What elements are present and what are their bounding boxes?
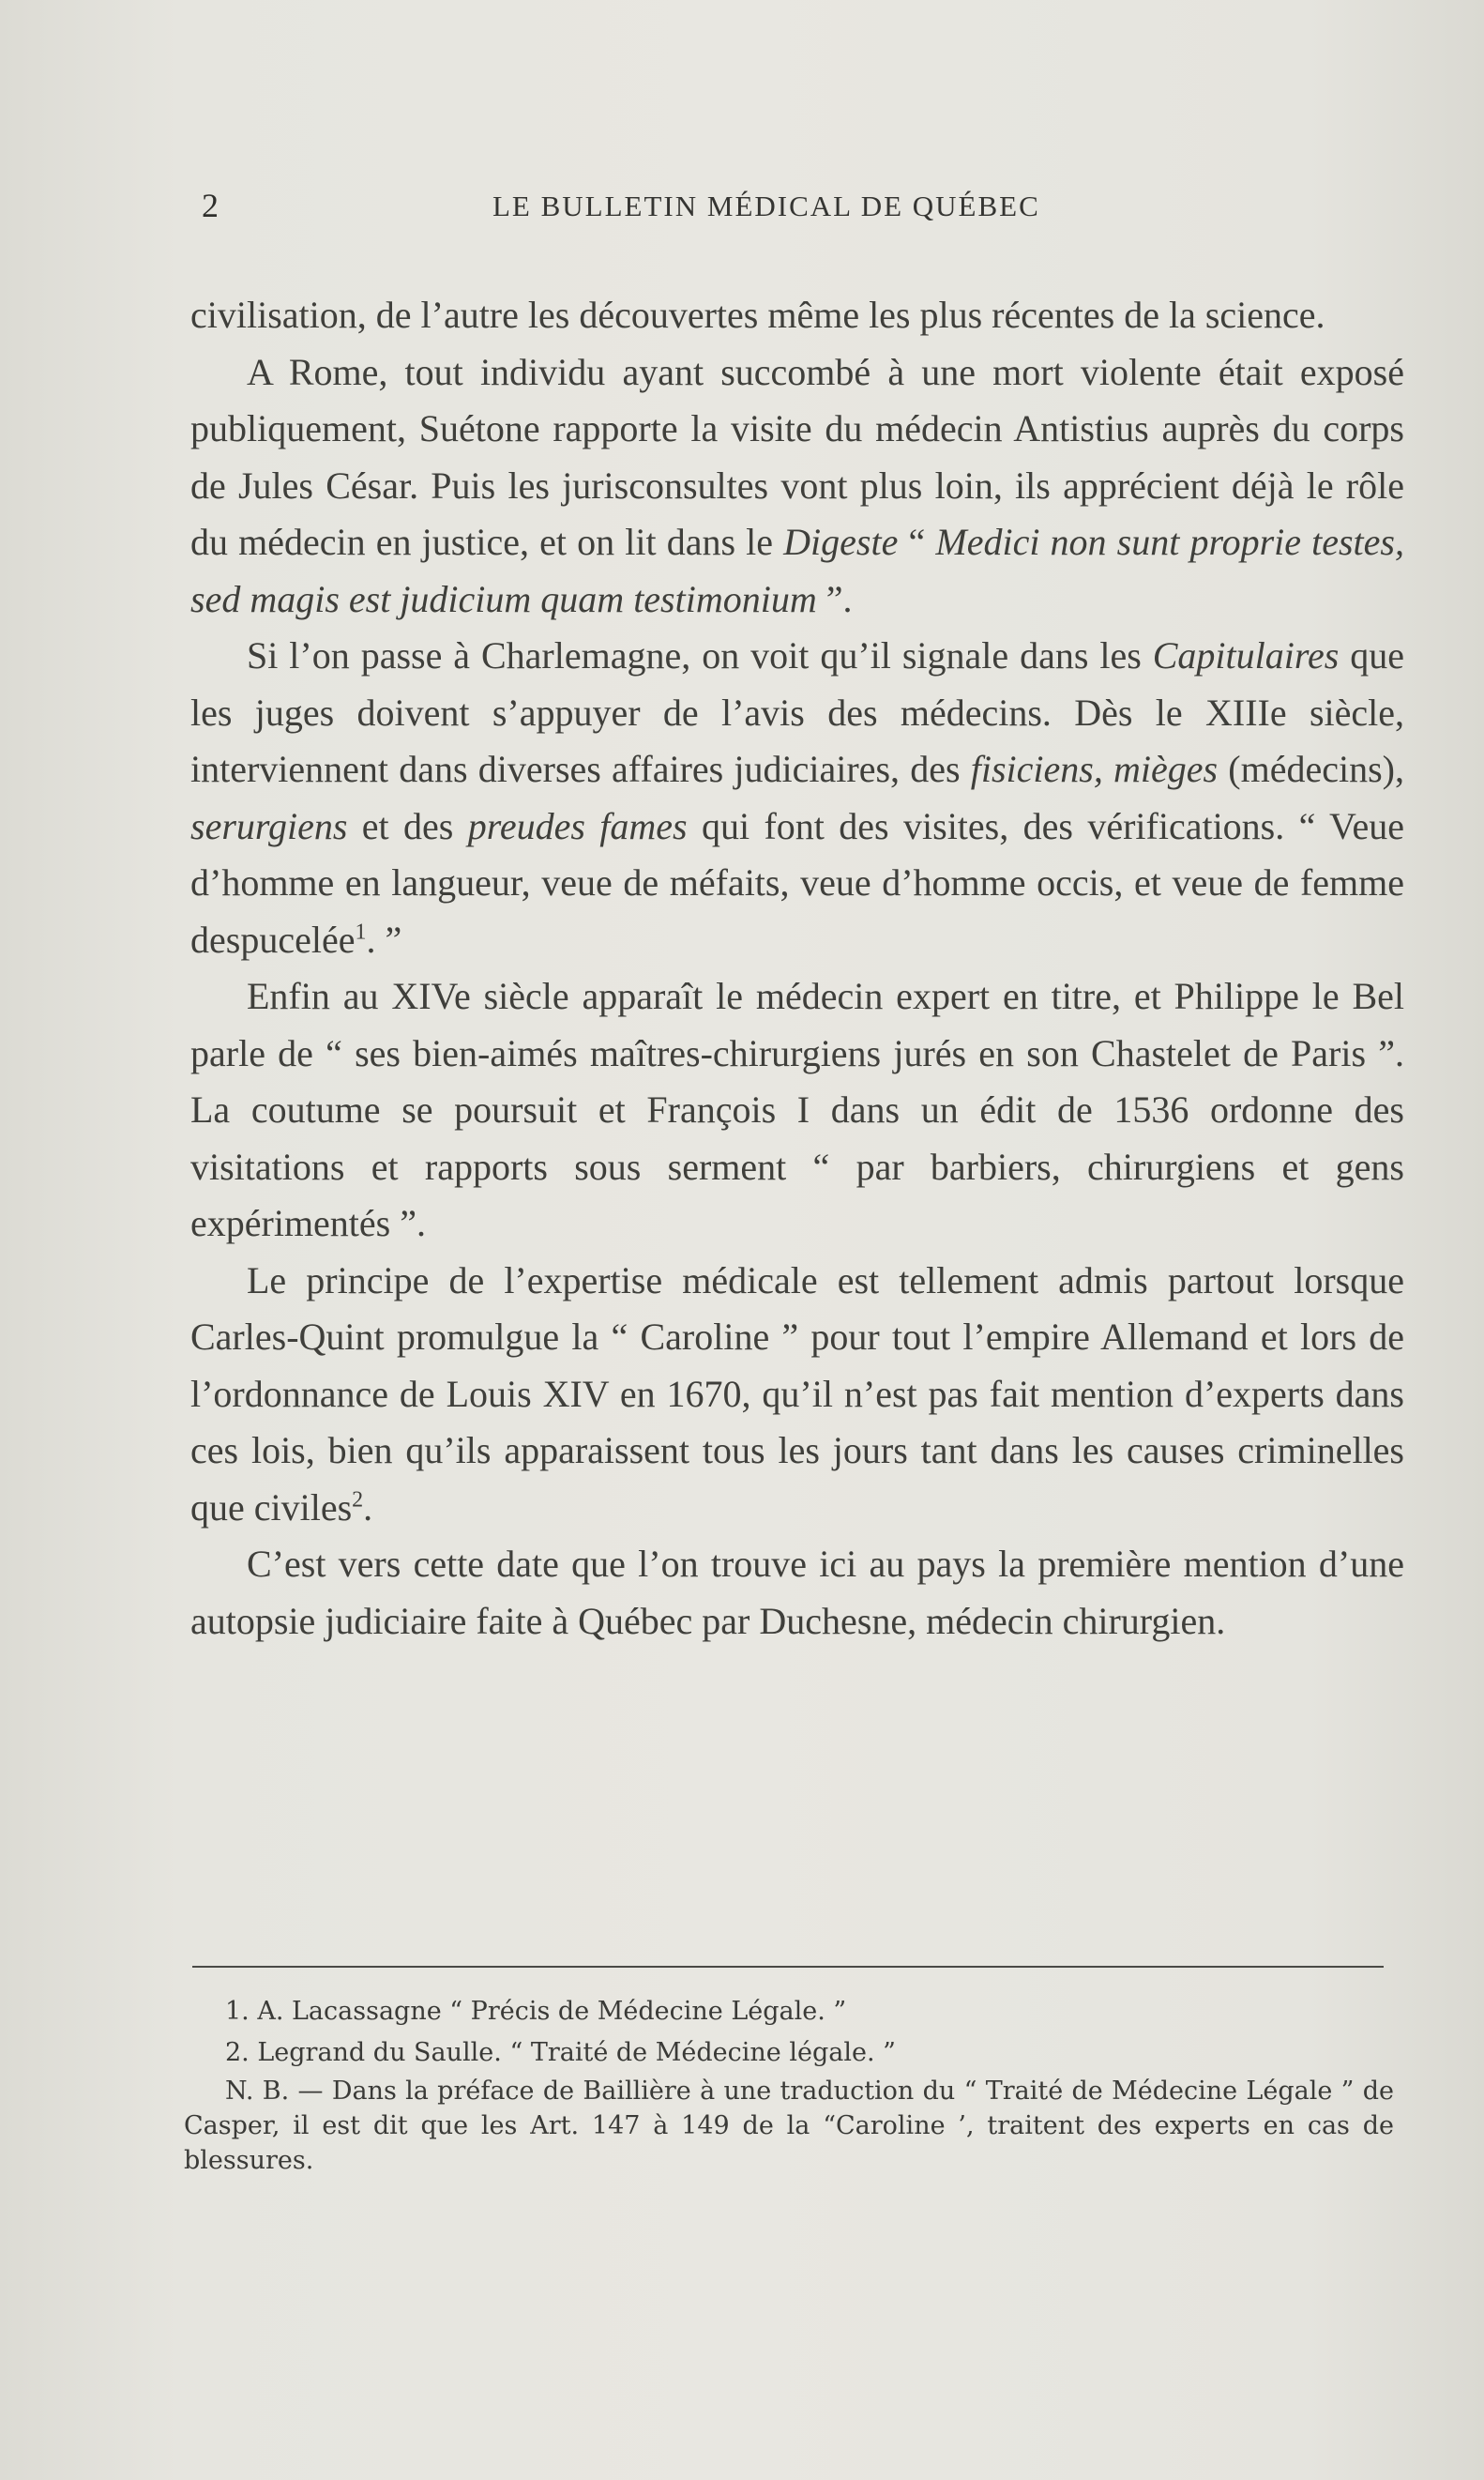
footnote-2: 2. Legrand du Saulle. “ Traité de Médecine légale. ” <box>225 2038 896 2067</box>
paragraph-5 <box>190 1253 1404 1537</box>
body-text <box>190 287 1404 1650</box>
paragraph-3-text-c: (médecins), <box>1218 748 1405 790</box>
paragraph-5-text-b: . <box>363 1485 373 1529</box>
paragraph-3-italic-fisiciens: fisiciens, mièges <box>970 748 1219 790</box>
paragraph-2-text-b: “ <box>898 521 936 563</box>
paragraph-3-italic-preudes-fames: preudes fames <box>467 804 688 847</box>
paragraph-3-italic-serurgiens: serurgiens <box>190 804 348 847</box>
paragraph-3-text-e: qui font des visites, des vérifications. “ Veue d’homme en langueur, veue de méfaits, veue d’homme occis, et veue de femme despucelée <box>190 804 1404 961</box>
paragraph-2-text-c: ”. <box>816 577 853 620</box>
footnote-1: 1. A. Lacassagne “ Précis de Médecine Légale. ” <box>225 1997 847 2026</box>
paragraph-3-text-a: Si l’on passe à Charlemagne, on voit qu’il signale dans les <box>247 634 1153 677</box>
paragraph-4: Enfin au XIVe siècle apparaît le médecin expert en titre, et Philippe le Bel parle de “ ses bien-aimés maîtres-chirurgiens jurés en son Chastelet de Paris ”. La coutume se poursuit et François I dans un édit de 1536 ordonne des visitations et rapports sous serment “ par barbiers, chirurgiens et gens expérimentés ”. <box>190 975 1404 1244</box>
footnote-nb: N. B. — Dans la préface de Baillière à une traduction du “ Traité de Médecine Légale ” de Casper, il est dit que les Art. 147 à 149 de la “Caroline ’, traitent des experts en cas de blessures. <box>184 2077 1394 2175</box>
paragraph-2-italic-digeste: Digeste <box>783 521 899 563</box>
paragraph-3-text-b: que les juges doivent s’appuyer de l’avis des médecins. Dès le XIIIe siècle, interviennent dans diverses affaires judiciaires, des <box>190 634 1404 790</box>
footnote-ref-2: 2 <box>352 1487 364 1513</box>
page-header <box>202 186 1402 233</box>
paragraph-3 <box>190 628 1404 968</box>
paragraph-6: C’est vers cette date que l’on trouve ici au pays la première mention d’une autopsie judiciaire faite à Québec par Duchesne, médecin chirurgien. <box>190 1543 1404 1642</box>
page-number: 2 <box>202 187 219 224</box>
paragraph-3-text-d: et des <box>347 804 468 847</box>
paragraph-3-text-f: . ” <box>366 918 402 961</box>
footnote-ref-1: 1 <box>355 920 367 945</box>
paragraph-3-italic-capitulaires: Capitulaires <box>1152 634 1340 677</box>
running-title: LE BULLETIN MÉDICAL DE QUÉBEC <box>492 190 1040 222</box>
paragraph-2-text-a: A Rome, tout individu ayant succombé à une mort violente était exposé publiquement, Suétone rapporte la visite du médecin Antistius auprès du corps de Jules César. Puis les jurisconsultes vont plus loin, ils apprécient déjà le rôle du médecin en justice, et on lit dans le <box>190 350 1404 563</box>
footnote-divider <box>192 1966 1384 1968</box>
paragraph-5-text-a: Le principe de l’expertise médicale est tellement admis partout lorsque Carles-Quint promulgue la “ Caroline ” pour tout l’empire Allemand et lors de l’ordonnance de Louis XIV en 1670, qu’il n’est pas fait mention d’experts dans ces lois, bien qu’ils apparaissent tous les jours tant dans les causes criminelles que civiles <box>190 1258 1404 1529</box>
paragraph-1: civilisation, de l’autre les découvertes même les plus récentes de la science. <box>190 294 1325 336</box>
paragraph-2-italic-latin-quote: Medici non sunt proprie testes, sed magis est judicium quam testimonium <box>190 521 1404 620</box>
paragraph-2 <box>190 344 1404 629</box>
footnotes <box>184 1991 1394 2178</box>
